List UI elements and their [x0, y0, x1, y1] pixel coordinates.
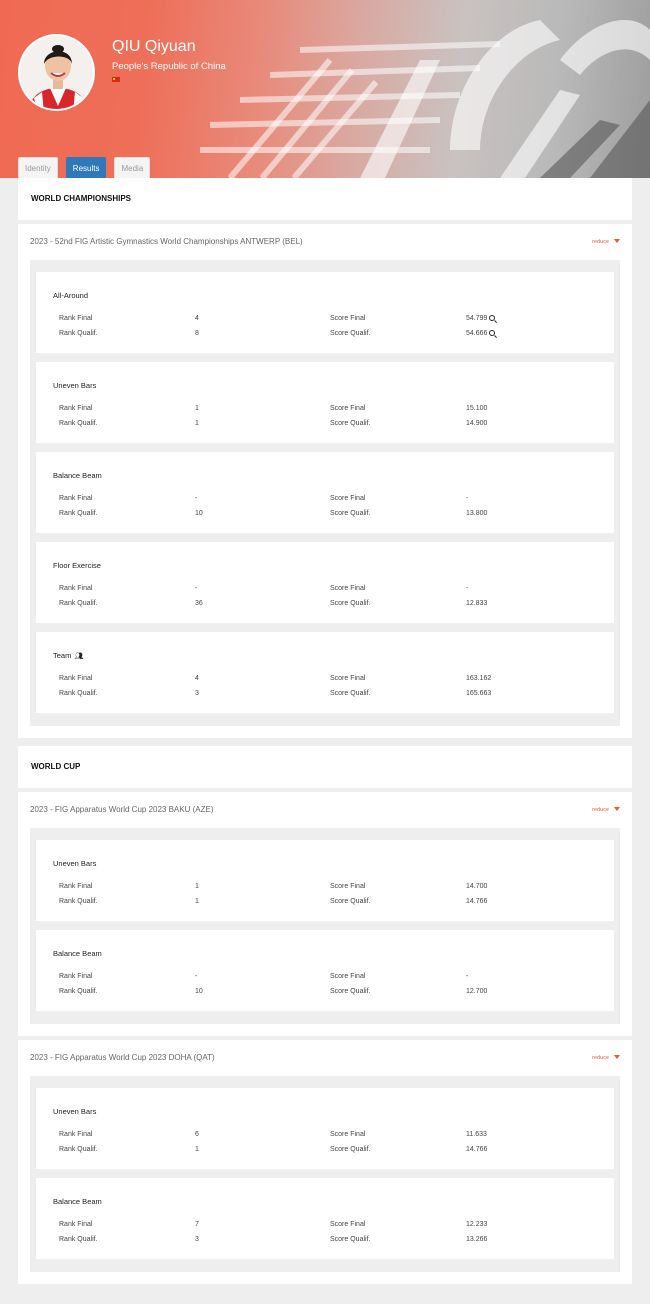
apparatus-list	[30, 828, 620, 1024]
rank-qualif-label: Rank Qualif.	[59, 600, 98, 607]
score-final-label: Score Final	[330, 585, 366, 592]
score-final-label: Score Final	[330, 675, 366, 682]
score-final-label: Score Final	[330, 1221, 366, 1228]
rank-final-row	[53, 491, 597, 506]
rank-qualif-value: 1	[195, 1146, 199, 1153]
rank-final-row	[53, 1127, 597, 1142]
apparatus-card	[36, 632, 614, 713]
rank-final-label: Rank Final	[59, 405, 93, 412]
rank-final-value: -	[195, 495, 198, 502]
apparatus-name: Balance Beam	[53, 1197, 102, 1206]
apparatus-name: All-Around	[53, 291, 89, 300]
china-flag-icon	[112, 77, 120, 82]
rank-qualif-label: Rank Qualif.	[59, 420, 98, 427]
rank-final-row	[53, 401, 597, 416]
rank-final-label: Rank Final	[59, 973, 93, 980]
score-qualif-cell	[466, 686, 566, 701]
score-final-cell	[466, 401, 566, 416]
score-qualif-cell	[466, 1142, 566, 1157]
score-qualif-value: 54.666	[466, 330, 488, 337]
score-qualif-cell	[466, 1232, 566, 1247]
score-qualif-label: Score Qualif.	[330, 690, 371, 697]
event-title: 2023 - 52nd FIG Artistic Gymnastics World Championships ANTWERP (BEL)	[30, 237, 303, 246]
score-final-label: Score Final	[330, 495, 366, 502]
rank-qualif-label: Rank Qualif.	[59, 1146, 98, 1153]
rank-qualif-row	[53, 1232, 597, 1247]
score-final-cell	[466, 671, 566, 686]
score-qualif-cell	[466, 506, 566, 521]
magnifier-icon[interactable]	[489, 315, 495, 321]
rank-final-label: Rank Final	[59, 883, 93, 890]
section-title: WORLD CHAMPIONSHIPS	[31, 194, 131, 203]
score-final-value: -	[466, 495, 469, 502]
rank-final-value: 4	[195, 675, 199, 682]
apparatus-name: Uneven Bars	[53, 1107, 97, 1116]
score-final-label: Score Final	[330, 883, 366, 890]
apparatus-name: Uneven Bars	[53, 859, 97, 868]
rank-qualif-label: Rank Qualif.	[59, 330, 98, 337]
magnifier-icon[interactable]	[489, 330, 495, 336]
rank-final-row	[53, 969, 597, 984]
rank-qualif-row	[53, 416, 597, 431]
score-qualif-label: Score Qualif.	[330, 988, 371, 995]
rank-final-value: -	[195, 973, 198, 980]
apparatus-title	[53, 378, 597, 394]
rank-qualif-value: 8	[195, 330, 199, 337]
score-final-label: Score Final	[330, 405, 366, 412]
apparatus-card	[36, 452, 614, 533]
rank-final-label: Rank Final	[59, 495, 93, 502]
caret-down-icon	[614, 239, 620, 243]
apparatus-title	[53, 558, 597, 574]
event-header[interactable]	[30, 792, 620, 828]
tab-media[interactable]: Media	[114, 157, 150, 178]
rank-final-value: -	[195, 585, 198, 592]
fig-logo-background	[0, 0, 650, 178]
score-qualif-value: 13.266	[466, 1236, 488, 1243]
reduce-toggle[interactable]	[592, 1040, 620, 1076]
event-title: 2023 - FIG Apparatus World Cup 2023 DOHA (QAT)	[30, 1053, 215, 1062]
apparatus-title	[53, 288, 597, 304]
score-qualif-value: 165.663	[466, 690, 492, 697]
rank-final-label: Rank Final	[59, 675, 93, 682]
apparatus-name: Balance Beam	[53, 949, 102, 958]
rank-final-row	[53, 671, 597, 686]
score-final-label: Score Final	[330, 315, 366, 322]
rank-qualif-row	[53, 596, 597, 611]
caret-down-icon	[614, 1055, 620, 1059]
apparatus-list	[30, 1076, 620, 1272]
score-qualif-cell	[466, 596, 566, 611]
reduce-label: reduce	[592, 239, 609, 245]
apparatus-card	[36, 1088, 614, 1169]
rank-final-label: Rank Final	[59, 585, 93, 592]
rank-qualif-value: 10	[195, 510, 203, 517]
score-final-cell	[466, 581, 566, 596]
apparatus-name: Team	[53, 651, 72, 660]
rank-final-value: 4	[195, 315, 199, 322]
score-final-cell	[466, 1127, 566, 1142]
event-header[interactable]	[30, 224, 620, 260]
score-final-cell	[466, 1217, 566, 1232]
score-qualif-label: Score Qualif.	[330, 510, 371, 517]
rank-qualif-row	[53, 894, 597, 909]
rank-final-value: 1	[195, 405, 199, 412]
rank-qualif-label: Rank Qualif.	[59, 1236, 98, 1243]
reduce-toggle[interactable]	[592, 224, 620, 260]
profile-header	[0, 0, 650, 178]
tab-identity[interactable]: Identity	[18, 157, 58, 178]
rank-qualif-row	[53, 984, 597, 999]
rank-qualif-value: 1	[195, 898, 199, 905]
score-final-value: 163.162	[466, 675, 492, 682]
score-qualif-label: Score Qualif.	[330, 1236, 371, 1243]
score-final-value: 15.100	[466, 405, 488, 412]
rank-qualif-value: 36	[195, 600, 203, 607]
apparatus-name: Uneven Bars	[53, 381, 97, 390]
reduce-label: reduce	[592, 1055, 609, 1061]
event-title: 2023 - FIG Apparatus World Cup 2023 BAKU (AZE)	[30, 805, 214, 814]
rank-final-label: Rank Final	[59, 315, 93, 322]
apparatus-title	[53, 1194, 597, 1210]
score-final-label: Score Final	[330, 973, 366, 980]
rank-qualif-row	[53, 326, 597, 341]
team-users-icon: 👥︎	[74, 653, 84, 660]
event-header[interactable]	[30, 1040, 620, 1076]
score-final-value: 14.700	[466, 883, 488, 890]
score-final-value: -	[466, 973, 469, 980]
rank-qualif-row	[53, 506, 597, 521]
results-content	[0, 178, 650, 1284]
score-qualif-cell	[466, 984, 566, 999]
apparatus-name: Balance Beam	[53, 471, 102, 480]
athlete-avatar	[18, 34, 95, 111]
rank-final-value: 6	[195, 1131, 199, 1138]
athlete-country: People's Republic of China	[112, 61, 226, 72]
rank-final-row	[53, 311, 597, 326]
rank-qualif-label: Rank Qualif.	[59, 988, 98, 995]
rank-qualif-value: 10	[195, 988, 203, 995]
score-qualif-label: Score Qualif.	[330, 420, 371, 427]
rank-final-value: 1	[195, 883, 199, 890]
rank-qualif-label: Rank Qualif.	[59, 690, 98, 697]
score-final-value: -	[466, 585, 469, 592]
score-qualif-cell	[466, 894, 566, 909]
score-final-cell	[466, 491, 566, 506]
apparatus-title	[53, 1104, 597, 1120]
apparatus-card	[36, 362, 614, 443]
score-qualif-value: 14.766	[466, 1146, 488, 1153]
athlete-name: QIU Qiyuan	[112, 38, 196, 55]
rank-qualif-row	[53, 1142, 597, 1157]
apparatus-card	[36, 272, 614, 353]
score-qualif-label: Score Qualif.	[330, 898, 371, 905]
score-qualif-cell	[466, 416, 566, 431]
profile-tabs	[18, 157, 150, 178]
section-world-cup	[18, 746, 632, 788]
apparatus-title	[53, 468, 597, 484]
event-card	[18, 224, 632, 738]
score-final-value: 54.799	[466, 315, 488, 322]
rank-final-row	[53, 581, 597, 596]
apparatus-title	[53, 856, 597, 872]
score-qualif-label: Score Qualif.	[330, 600, 371, 607]
apparatus-title	[53, 946, 597, 962]
tab-results[interactable]: Results	[66, 157, 107, 178]
score-qualif-cell	[466, 326, 566, 341]
score-qualif-value: 14.900	[466, 420, 488, 427]
apparatus-name: Floor Exercise	[53, 561, 101, 570]
caret-down-icon	[614, 807, 620, 811]
score-final-label: Score Final	[330, 1131, 366, 1138]
rank-final-label: Rank Final	[59, 1131, 93, 1138]
score-qualif-value: 12.700	[466, 988, 488, 995]
apparatus-title	[53, 648, 597, 664]
reduce-label: reduce	[592, 807, 609, 813]
score-final-cell	[466, 969, 566, 984]
rank-qualif-value: 3	[195, 690, 199, 697]
apparatus-card	[36, 542, 614, 623]
apparatus-card	[36, 840, 614, 921]
score-final-cell	[466, 311, 566, 326]
rank-qualif-label: Rank Qualif.	[59, 510, 98, 517]
section-title: WORLD CUP	[31, 762, 81, 771]
reduce-toggle[interactable]	[592, 792, 620, 828]
score-final-value: 12.233	[466, 1221, 488, 1228]
score-final-value: 11.633	[466, 1131, 487, 1138]
score-qualif-value: 12.833	[466, 600, 488, 607]
rank-final-value: 7	[195, 1221, 199, 1228]
rank-qualif-label: Rank Qualif.	[59, 898, 98, 905]
score-qualif-value: 13.800	[466, 510, 488, 517]
rank-final-label: Rank Final	[59, 1221, 93, 1228]
apparatus-card	[36, 930, 614, 1011]
event-card	[18, 792, 632, 1036]
score-qualif-label: Score Qualif.	[330, 1146, 371, 1153]
rank-final-row	[53, 1217, 597, 1232]
rank-qualif-value: 3	[195, 1236, 199, 1243]
section-world-championships	[18, 178, 632, 220]
score-final-cell	[466, 879, 566, 894]
apparatus-card	[36, 1178, 614, 1259]
rank-qualif-row	[53, 686, 597, 701]
score-qualif-value: 14.766	[466, 898, 488, 905]
score-qualif-label: Score Qualif.	[330, 330, 371, 337]
rank-final-row	[53, 879, 597, 894]
event-card	[18, 1040, 632, 1284]
apparatus-list	[30, 260, 620, 726]
rank-qualif-value: 1	[195, 420, 199, 427]
